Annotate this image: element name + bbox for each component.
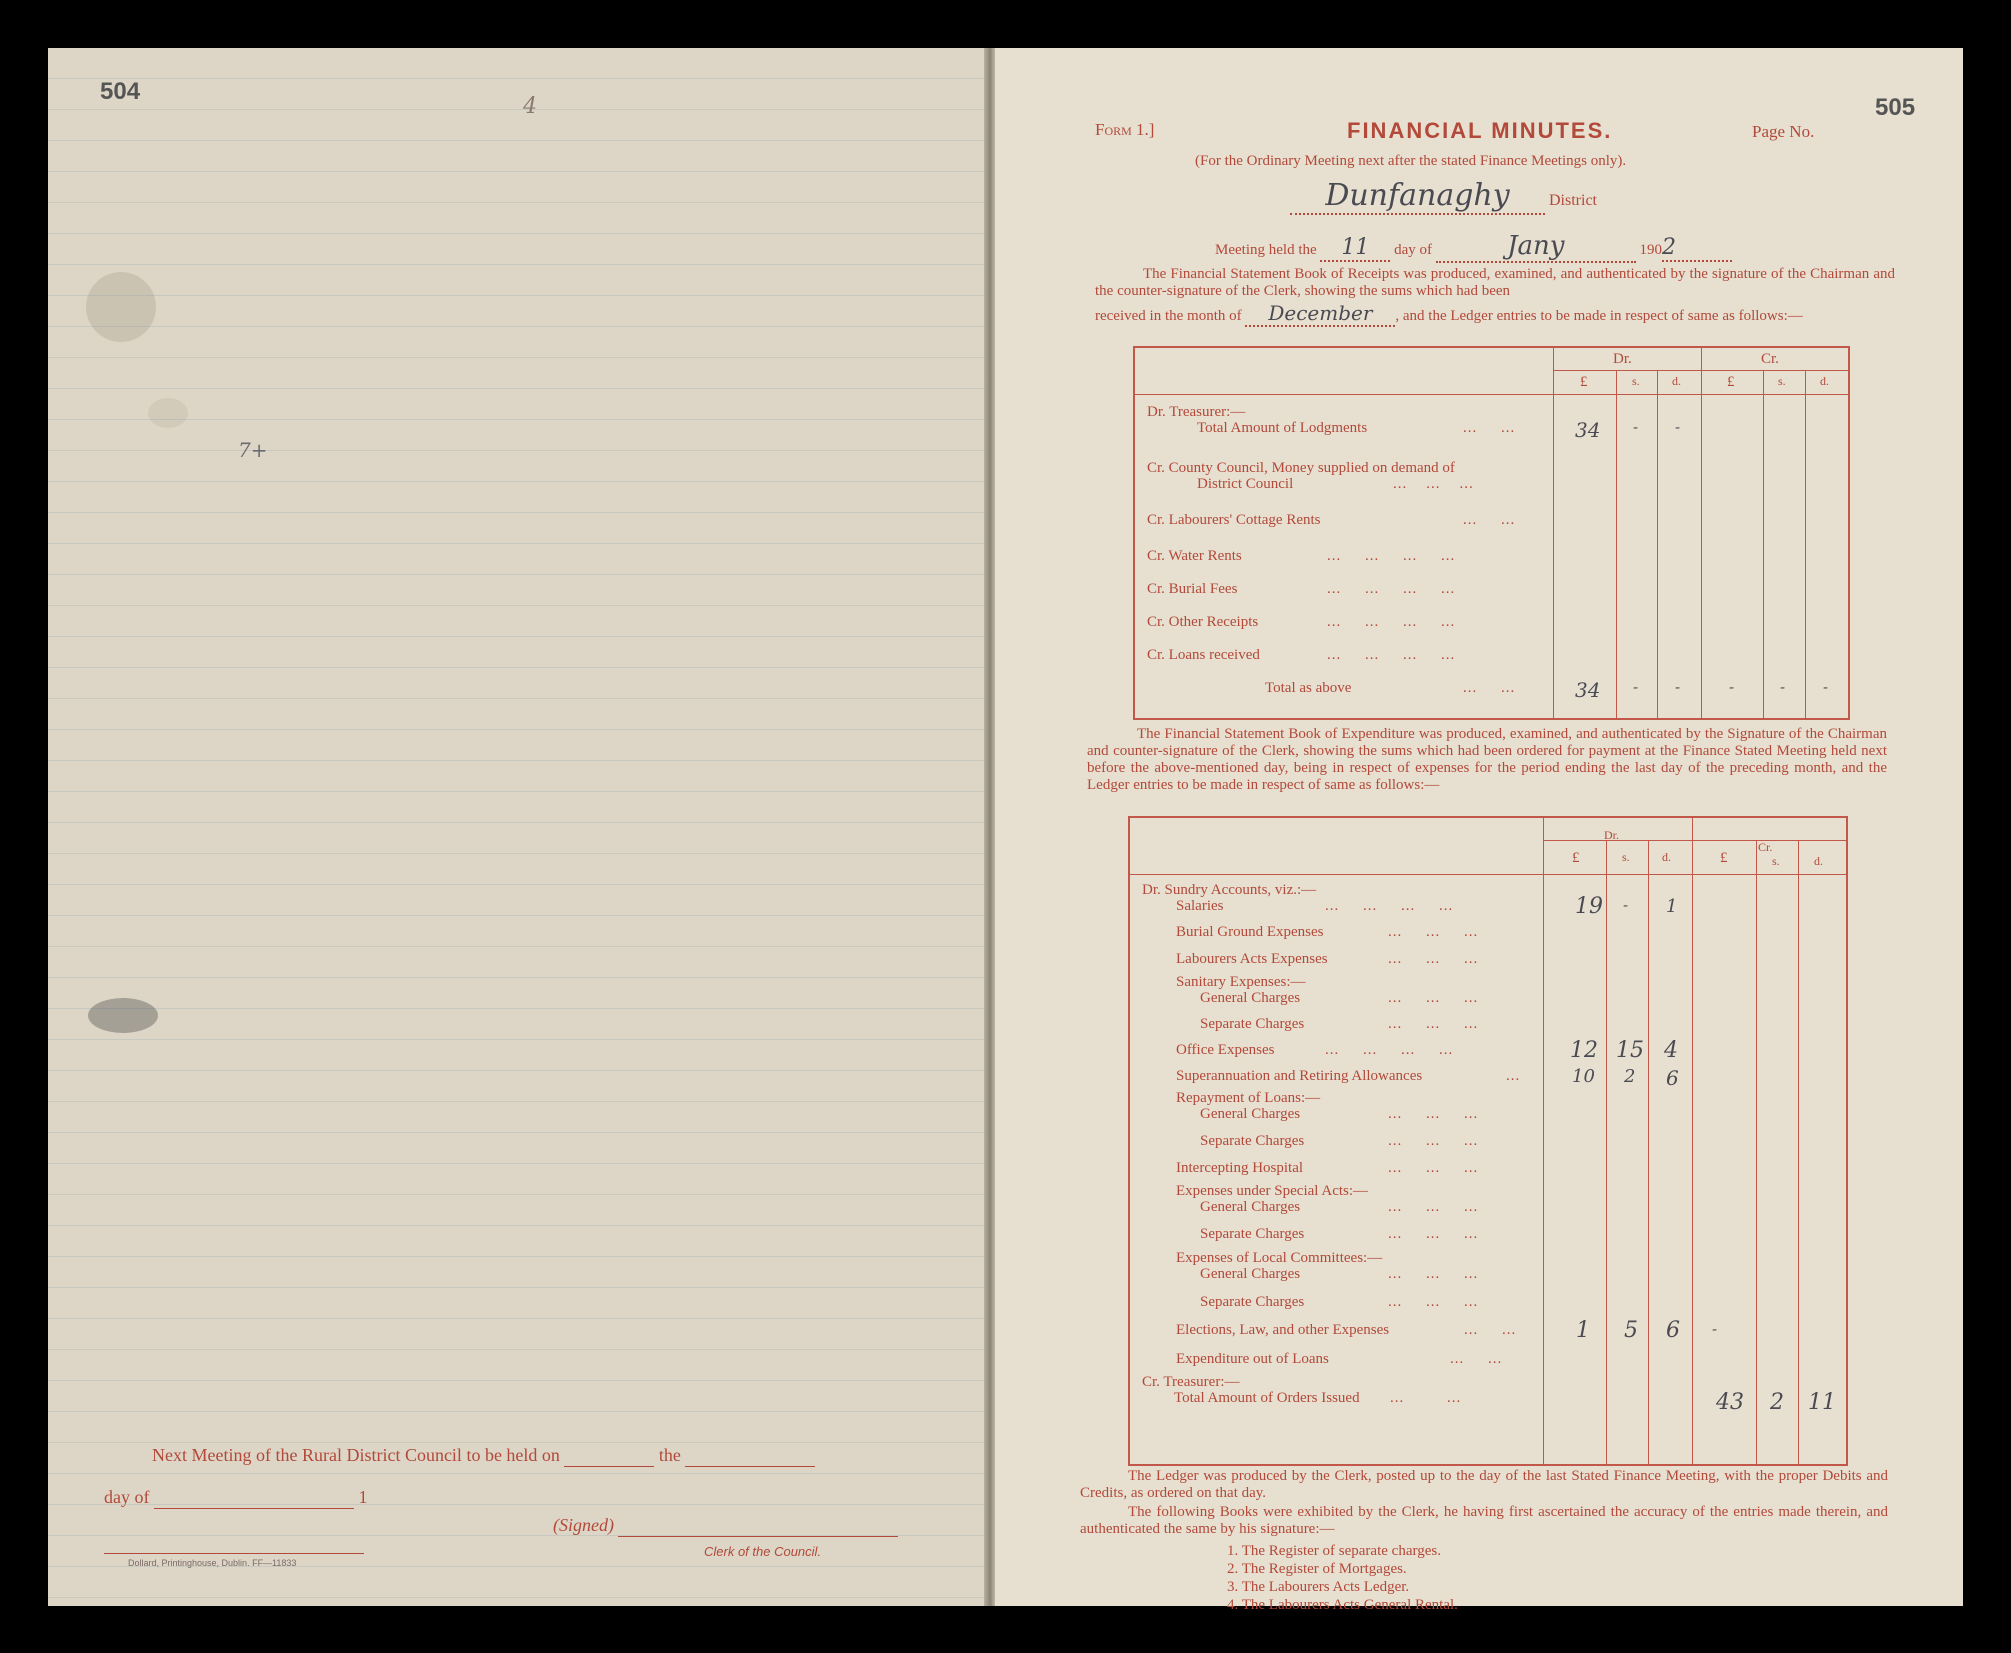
books-list bbox=[1227, 1542, 1458, 1614]
clerk-label: Clerk of the Council. bbox=[704, 1544, 822, 1559]
total-shillings-cr: - bbox=[1780, 678, 1786, 696]
leader-dots: ... ... ... ... bbox=[1327, 581, 1456, 597]
receipts-paragraph: The Financial Statement Book of Receipts was produced, examined, and authenticated by the signature of the Chairman and the counter-signature of the Clerk, showing the sums which had been bbox=[1095, 266, 1895, 299]
next-meeting-line bbox=[152, 1445, 815, 1467]
expenditure-table bbox=[1128, 816, 1848, 1466]
book-item: 3. The Labourers Acts Ledger. bbox=[1227, 1579, 1410, 1595]
col-line bbox=[1763, 370, 1764, 718]
receipts-month-field bbox=[1245, 301, 1395, 327]
receipts-month: December bbox=[1268, 301, 1373, 325]
leader-dots: ... ... ... ... bbox=[1325, 1042, 1454, 1058]
amount-pence: 4 bbox=[1664, 1038, 1678, 1063]
received-in-month-label: received in the month of bbox=[1095, 308, 1242, 324]
row-label: Total Amount of Lodgments bbox=[1197, 420, 1368, 436]
row-label: Office Expenses bbox=[1176, 1042, 1275, 1058]
amount-pounds: 12 bbox=[1570, 1038, 1598, 1063]
col-pence-cr: d. bbox=[1820, 374, 1829, 388]
day-of-line bbox=[104, 1487, 367, 1509]
row-label: Repayment of Loans:— bbox=[1176, 1090, 1321, 1106]
form-subtitle: (For the Ordinary Meeting next after the stated Finance Meetings only). bbox=[1195, 153, 1627, 169]
district-name: Dunfanaghy bbox=[1325, 178, 1510, 213]
col-shillings: s. bbox=[1622, 850, 1630, 864]
total-shillings-cr: 2 bbox=[1770, 1390, 1784, 1415]
stain bbox=[148, 398, 188, 428]
cr-header: Cr. bbox=[1761, 351, 1779, 367]
the-word: the bbox=[658, 1445, 681, 1465]
leader-dots: ... ... ... ... bbox=[1325, 898, 1454, 914]
row-label: Dr. Sundry Accounts, viz.:— bbox=[1142, 882, 1317, 898]
col-line bbox=[1798, 840, 1799, 1464]
col-shillings: s. bbox=[1632, 374, 1640, 388]
amount-pounds: 19 bbox=[1575, 894, 1603, 919]
stain bbox=[86, 272, 156, 342]
left-page bbox=[48, 48, 988, 1606]
meeting-held-label: Meeting held the bbox=[1215, 242, 1317, 258]
leader-dots: ... ... bbox=[1390, 1390, 1462, 1406]
row-label: General Charges bbox=[1200, 1106, 1301, 1122]
day-of-label: day of bbox=[104, 1487, 150, 1507]
amount-pence: 1 bbox=[1666, 896, 1678, 917]
leader-dots: ... ... bbox=[1463, 512, 1516, 528]
meeting-day-field bbox=[1320, 235, 1390, 262]
row-label: Separate Charges bbox=[1200, 1016, 1305, 1032]
col-pence: d. bbox=[1662, 850, 1671, 864]
col-line bbox=[1606, 840, 1607, 1464]
right-page bbox=[995, 48, 1963, 1613]
row-line bbox=[1553, 370, 1848, 371]
amount-shillings: - bbox=[1623, 896, 1629, 914]
row-label: General Charges bbox=[1200, 1199, 1301, 1215]
row-label: Intercepting Hospital bbox=[1176, 1160, 1304, 1176]
leader-dots: ... ... ... bbox=[1388, 951, 1479, 967]
signed-line bbox=[553, 1515, 898, 1537]
row-label: Expenses of Local Committees:— bbox=[1176, 1250, 1383, 1266]
amount-pounds-cr: - bbox=[1712, 1320, 1718, 1338]
row-label: Dr. Treasurer:— bbox=[1147, 404, 1246, 420]
amount-shillings: 5 bbox=[1624, 1318, 1638, 1343]
amount-shillings: 2 bbox=[1624, 1066, 1636, 1087]
col-pounds-cr: £ bbox=[1727, 374, 1735, 390]
row-label: Sanitary Expenses:— bbox=[1176, 974, 1306, 990]
leader-dots: ... ... ... bbox=[1388, 1160, 1479, 1176]
row-line bbox=[1543, 840, 1846, 841]
leader-dots: ... ... ... bbox=[1393, 476, 1474, 492]
leader-dots: ... ... bbox=[1450, 1351, 1503, 1367]
leader-dots: ... ... bbox=[1463, 680, 1516, 696]
row-label: Cr. Labourers' Cottage Rents bbox=[1147, 512, 1321, 528]
year-printed: 190 bbox=[1639, 242, 1663, 258]
printer-rule bbox=[104, 1553, 364, 1554]
col-line bbox=[1657, 370, 1658, 718]
col-line bbox=[1805, 370, 1806, 718]
row-label-total: Total as above bbox=[1265, 680, 1352, 696]
row-label: Separate Charges bbox=[1200, 1133, 1305, 1149]
col-pounds-cr: £ bbox=[1720, 850, 1728, 866]
leader-dots: ... ... ... ... bbox=[1327, 647, 1456, 663]
book-item: 2. The Register of Mortgages. bbox=[1227, 1561, 1407, 1577]
amount-pence: - bbox=[1675, 418, 1681, 436]
leader-dots: ... ... ... bbox=[1388, 1226, 1479, 1242]
leader-dots: ... ... ... ... bbox=[1327, 614, 1456, 630]
total-pence-cr: - bbox=[1823, 678, 1829, 696]
col-shillings-cr: s. bbox=[1772, 854, 1780, 868]
row-label: Cr. Treasurer:— bbox=[1142, 1374, 1240, 1390]
leader-dots: ... ... ... bbox=[1388, 1016, 1479, 1032]
col-line bbox=[1543, 818, 1544, 1464]
leader-dots: ... ... ... ... bbox=[1327, 548, 1456, 564]
row-line bbox=[1130, 874, 1846, 875]
leader-dots: ... bbox=[1506, 1068, 1521, 1084]
leader-dots: ... ... ... bbox=[1388, 1199, 1479, 1215]
form-title: FINANCIAL MINUTES. bbox=[1347, 118, 1613, 143]
col-line bbox=[1692, 818, 1693, 1464]
leader-dots: ... ... bbox=[1464, 1322, 1517, 1338]
col-line bbox=[1553, 348, 1554, 718]
col-line bbox=[1756, 840, 1757, 1464]
row-label: Cr. Loans received bbox=[1147, 647, 1260, 663]
leader-dots: ... ... ... bbox=[1388, 990, 1479, 1006]
blank-day bbox=[154, 1487, 354, 1509]
receipts-paragraph-2 bbox=[1095, 301, 1895, 327]
row-label: Cr. Other Receipts bbox=[1147, 614, 1259, 630]
signed-label: (Signed) bbox=[553, 1515, 614, 1535]
day-of-label: day of bbox=[1394, 242, 1433, 258]
col-line bbox=[1616, 370, 1617, 718]
next-meeting-text: Next Meeting of the Rural District Council to be held on bbox=[152, 1445, 560, 1465]
page-number-left: 504 bbox=[100, 78, 141, 105]
row-label: District Council bbox=[1197, 476, 1294, 492]
row-label: Labourers Acts Expenses bbox=[1176, 951, 1328, 967]
meeting-held-line bbox=[1215, 231, 1732, 263]
dr-header: Dr. bbox=[1604, 828, 1619, 842]
page-number-right: 505 bbox=[1875, 94, 1916, 121]
dr-header: Dr. bbox=[1613, 351, 1632, 367]
pencil-mark: 7+ bbox=[238, 438, 268, 462]
total-pence-cr: 11 bbox=[1808, 1390, 1836, 1415]
top-mark: 4 bbox=[523, 94, 537, 119]
form-label: Form 1.] bbox=[1095, 120, 1155, 139]
year-written: 2 bbox=[1662, 235, 1677, 260]
col-pence: d. bbox=[1672, 374, 1681, 388]
printer-line: Dollard, Printinghouse, Dublin. FF—11833 bbox=[128, 1558, 297, 1568]
row-label: General Charges bbox=[1200, 990, 1301, 1006]
district-label: District bbox=[1549, 192, 1597, 209]
row-label: Separate Charges bbox=[1200, 1294, 1305, 1310]
year-field bbox=[1662, 235, 1732, 262]
total-pounds: 34 bbox=[1575, 678, 1601, 702]
amount-pounds: 10 bbox=[1572, 1066, 1595, 1087]
col-pence-cr: d. bbox=[1814, 854, 1823, 868]
ledger-entries-text: , and the Ledger entries to be made in respect of same as follows:— bbox=[1395, 308, 1803, 324]
total-pounds-cr: 43 bbox=[1716, 1390, 1744, 1415]
col-line bbox=[1701, 348, 1702, 718]
cr-header: Cr. bbox=[1758, 840, 1773, 854]
meeting-month-field bbox=[1436, 231, 1636, 263]
col-pounds: £ bbox=[1580, 374, 1588, 390]
meeting-month: Jany bbox=[1507, 231, 1565, 261]
blank-place bbox=[685, 1445, 815, 1467]
col-pounds: £ bbox=[1572, 850, 1580, 866]
leader-dots: ... ... bbox=[1463, 420, 1516, 436]
book-item: 4. The Labourers Acts General Rental. bbox=[1227, 1597, 1458, 1613]
row-label: Cr. County Council, Money supplied on demand of bbox=[1147, 460, 1455, 476]
total-pounds-cr: - bbox=[1729, 678, 1735, 696]
row-label: Superannuation and Retiring Allowances bbox=[1176, 1068, 1423, 1084]
receipts-table bbox=[1133, 346, 1850, 720]
row-label: Total Amount of Orders Issued bbox=[1174, 1390, 1360, 1406]
row-label: Burial Ground Expenses bbox=[1176, 924, 1324, 940]
amount-pounds: 34 bbox=[1575, 418, 1601, 442]
row-label: Expenditure out of Loans bbox=[1176, 1351, 1329, 1367]
row-label: Salaries bbox=[1176, 898, 1224, 914]
amount-pence: 6 bbox=[1666, 1318, 1680, 1343]
amount-pence: 6 bbox=[1666, 1066, 1679, 1090]
leader-dots: ... ... ... bbox=[1388, 1266, 1479, 1282]
total-pence: - bbox=[1675, 678, 1681, 696]
year-prefix: 1 bbox=[358, 1487, 368, 1507]
leader-dots: ... ... ... bbox=[1388, 1106, 1479, 1122]
expenditure-paragraph: The Financial Statement Book of Expenditure was produced, examined, and authenticated by the Signature of the Chairman and counter-signature of the Clerk, showing the sums which had been ordered for payment at the Finance Stated Meeting held next before the above-mentioned day, being in respect of expenses for the period ending the last day of the preceding month, and the Ledger entries to be made in respect of same as follows:— bbox=[1087, 726, 1887, 793]
row-label: Expenses under Special Acts:— bbox=[1176, 1183, 1369, 1199]
ledger-paragraph: The Ledger was produced by the Clerk, posted up to the day of the last Stated Finance Meeting, with the proper Debits and Credits, as ordered on that day. bbox=[1080, 1468, 1888, 1501]
row-label: General Charges bbox=[1200, 1266, 1301, 1282]
row-label: Elections, Law, and other Expenses bbox=[1176, 1322, 1390, 1338]
row-label: Cr. Water Rents bbox=[1147, 548, 1242, 564]
amount-pounds: 1 bbox=[1576, 1318, 1590, 1343]
book-item: 1. The Register of separate charges. bbox=[1227, 1543, 1441, 1559]
row-label: Cr. Burial Fees bbox=[1147, 581, 1238, 597]
leader-dots: ... ... ... bbox=[1388, 924, 1479, 940]
row-label: Separate Charges bbox=[1200, 1226, 1305, 1242]
ink-smudge bbox=[88, 998, 158, 1033]
total-shillings: - bbox=[1633, 678, 1639, 696]
books-paragraph: The following Books were exhibited by the Clerk, he having first ascertained the accuracy of the entries made therein, and authenticated the same by his signature:— bbox=[1080, 1504, 1888, 1537]
amount-shillings: 15 bbox=[1616, 1038, 1644, 1063]
col-line bbox=[1648, 840, 1649, 1464]
page-no-label: Page No. bbox=[1752, 122, 1815, 141]
meeting-day: 11 bbox=[1341, 235, 1370, 260]
leader-dots: ... ... ... bbox=[1388, 1294, 1479, 1310]
col-shillings-cr: s. bbox=[1778, 374, 1786, 388]
district-field bbox=[1290, 178, 1545, 215]
amount-shillings: - bbox=[1633, 418, 1639, 436]
district-line bbox=[1290, 178, 1597, 215]
blank-signature bbox=[618, 1515, 898, 1537]
row-line bbox=[1135, 394, 1848, 395]
leader-dots: ... ... ... bbox=[1388, 1133, 1479, 1149]
blank-date bbox=[564, 1445, 654, 1467]
